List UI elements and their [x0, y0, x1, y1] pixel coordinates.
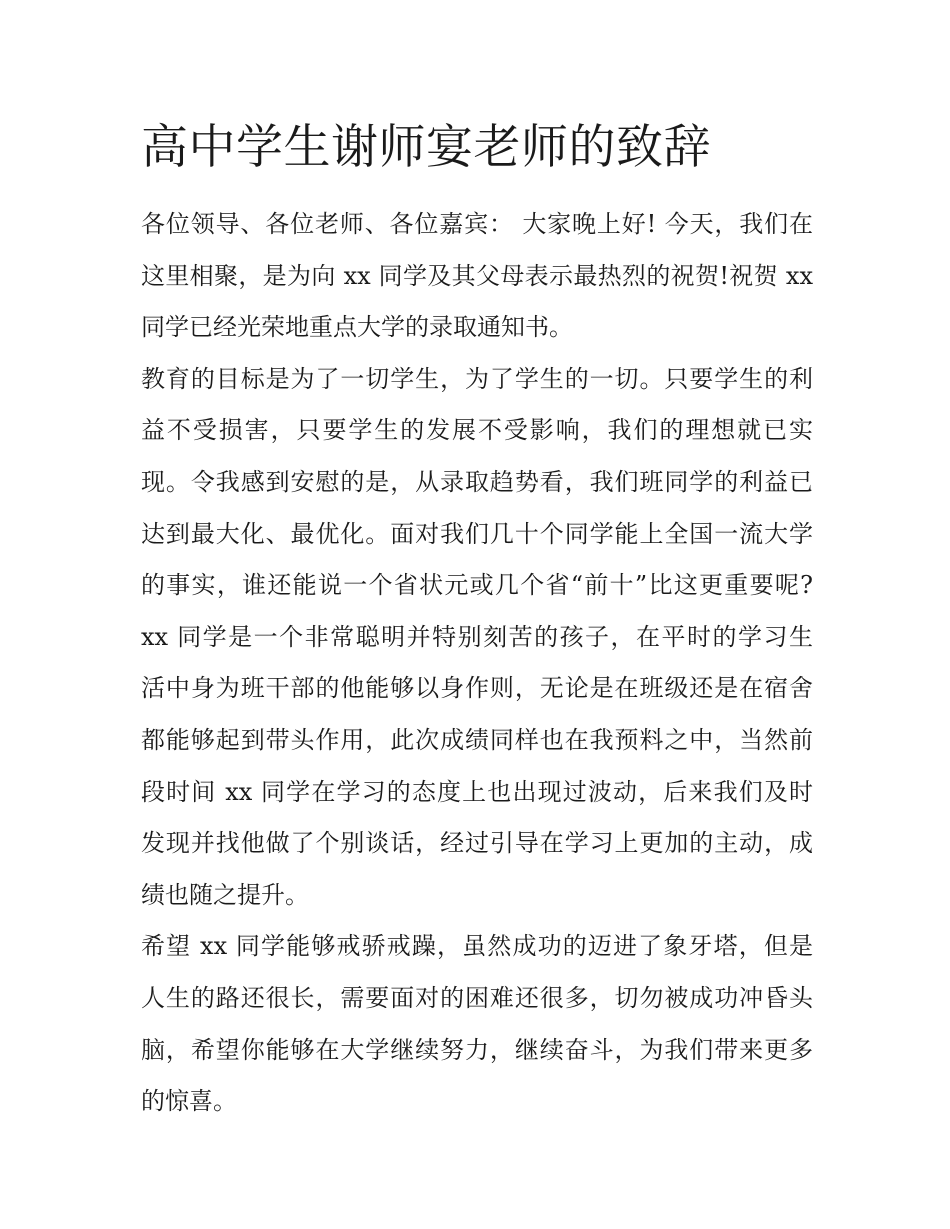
text-line: 希望 xx 同学能够戒骄戒躁，虽然成功的迈进了象牙塔，但是 [141, 932, 813, 961]
document-title: 高中学生谢师宴老师的致辞 [141, 120, 711, 175]
text-line: 绩也随之提升。 [141, 880, 309, 909]
text-line: xx 同学是一个非常聪明并特别刻苦的孩子，在平时的学习生 [141, 622, 813, 651]
text-line: 益不受损害，只要学生的发展不受影响，我们的理想就已实 [141, 416, 813, 445]
text-line: 达到最大化、最优化。面对我们几十个同学能上全国一流大学 [141, 519, 813, 548]
text-line: 现。令我感到安慰的是，从录取趋势看，我们班同学的利益已 [141, 467, 813, 496]
text-line: 的事实，谁还能说一个省状元或几个省“前十”比这更重要呢? [141, 571, 813, 600]
text-line: 发现并找他做了个别谈话，经过引导在学习上更加的主动，成 [141, 829, 813, 858]
text-line: 各位领导、各位老师、各位嘉宾： 大家晚上好! 今天，我们在 [141, 210, 813, 238]
document-body [141, 199, 813, 1128]
text-line: 活中身为班干部的他能够以身作则，无论是在班级还是在宿舍 [141, 674, 813, 703]
text-line: 这里相聚，是为向 xx 同学及其父母表示最热烈的祝贺!祝贺 xx [141, 261, 813, 290]
text-line: 人生的路还很长，需要面对的困难还很多，切勿被成功冲昏头 [141, 983, 813, 1012]
text-line: 脑，希望你能够在大学继续努力，继续奋斗，为我们带来更多 [141, 1035, 813, 1064]
text-line: 段时间 xx 同学在学习的态度上也出现过波动，后来我们及时 [141, 777, 813, 806]
text-line: 教育的目标是为了一切学生，为了学生的一切。只要学生的利 [141, 364, 813, 393]
text-line: 的惊喜。 [141, 1087, 237, 1116]
text-line: 同学已经光荣地重点大学的录取通知书。 [141, 313, 573, 342]
text-line: 都能够起到带头作用，此次成绩同样也在我预料之中，当然前 [141, 725, 813, 754]
